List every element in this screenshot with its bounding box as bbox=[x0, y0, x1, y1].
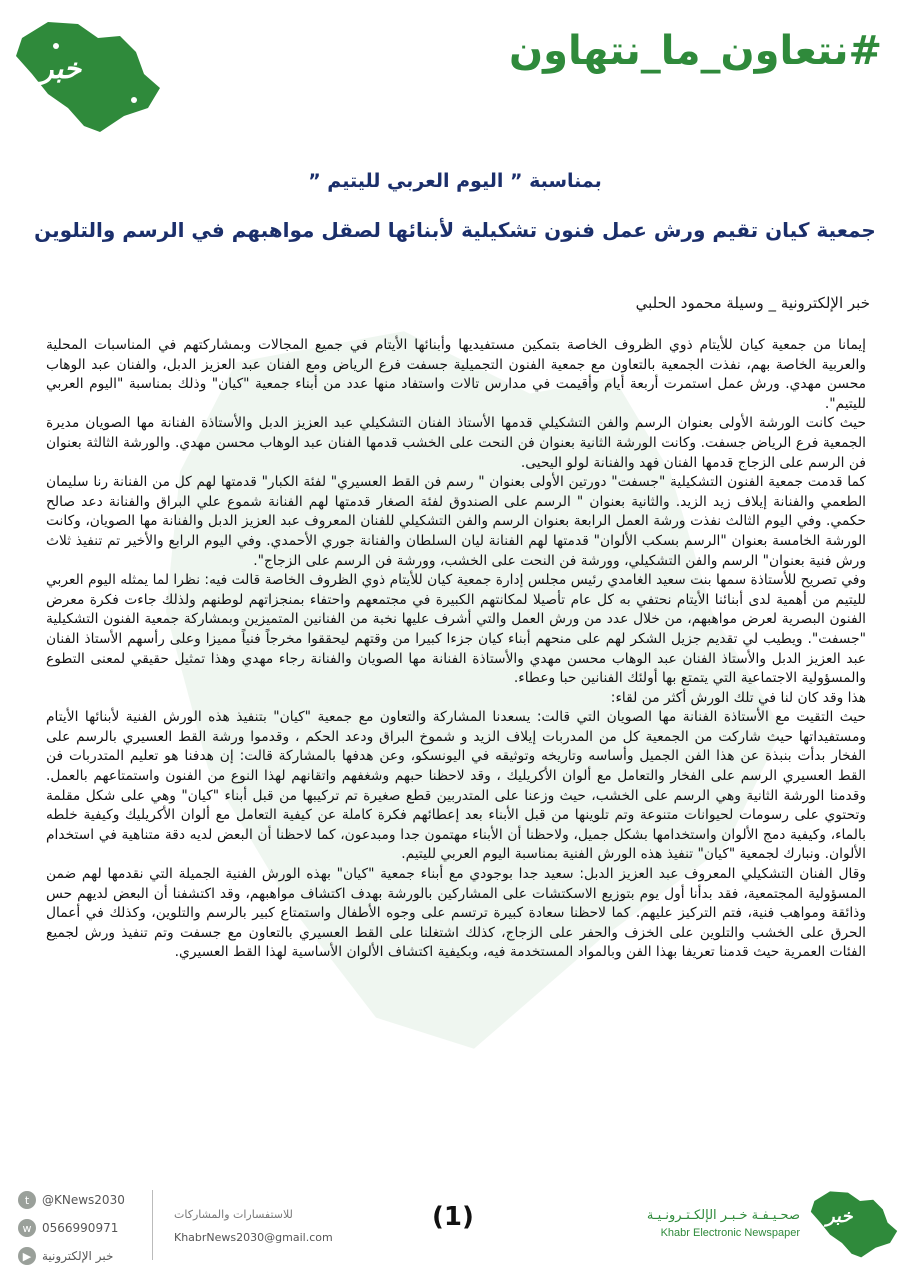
article-paragraph: حيث كانت الورشة الأولى بعنوان الرسم والفن التشكيلي قدمها الأستاذ الفنان التشكيلي عبد العزيز الدبل والأستاذة الفنانة مها الصويان مديرة الجمعية فرع الرياض جسفت. وكانت الورشة الثانية بعنوان فن النحت على الخشب قدمها الفنان عبد الوهاب محسن مهدي. والورشة الثالثة بعنوان فن الرسم على الزجاج قدمها الفنان فهد والفنانة لولو اليحيى. bbox=[46, 415, 866, 471]
footer-divider bbox=[152, 1190, 153, 1260]
logo-footer-text: خبر bbox=[826, 1206, 853, 1227]
youtube-channel: خبر الإلكترونية bbox=[42, 1249, 114, 1263]
article-paragraph: حيث التقيت مع الأستاذة الفنانة مها الصويان التي قالت: يسعدنا المشاركة والتعاون مع جمعية "كيان" بتنفيذ هذه الورش الفنية لأبنائها الأيتام ومستفيداتها حيث شاركت من الجمعية كل من المدربات إيلاف الزيد و شموخ البراق ودعد الحكم ، وقدموا ورشة القط العسيري بالرسم على الفخار بدأت بنبذة عن هذا الفن الجميل وأساسه وتاريخه وتوثيقه في اليونسكو، وعن هدفها بالمشاركة قالت: إن هدفنا هو تعليم المتدربات فن القط العسيري الرسم على الفخار والتعامل مع ألوان الأكريليك ، وقد لاحظنا حبهم وشغفهم واتقانهم لهذا النوع من الفنون واستمتاعهم بالعمل. وقدمنا الورشة الثانية وهي الرسم على الخشب، حيث وزعنا على المتدربين قطع صغيرة تم تركيبها من قبل أبناء "كيان" وهي على شكل مقلمة وتحتوي على رسومات لحيوانات متنوعة وتم تلوينها من قبل الأبناء بعد إعطائهم فكرة كاملة عن كيفية التعامل مع ألوان الأكريليك وكيفية خلطه بالماء، وكيفية دمج الألوان واستخدامها بشكل جميل، ولاحظنا أن الأبناء مهتمون جدا ومبدعون، كما لاحظنا أن البعض لديه دقة متناهية في استخدام الألوان. ونبارك لجمعية "كيان" تنفيذ هذه الورش الفنية بمناسبة اليوم العربي لليتيم. bbox=[46, 709, 866, 863]
logo-text: خبر bbox=[40, 52, 82, 85]
whatsapp-number: 0566990971 bbox=[42, 1221, 119, 1235]
article-paragraph: كما قدمت جمعية الفنون التشكيلية "جسفت" دورتين الأولى بعنوان " رسم فن القط العسيري" لفئة الكبار" قدمتها لهم كل من الفنانة رنا سليمان الطعمي والفنانة إيلاف زيد الزيد. والثانية بعنوان " الرسم على الصندوق لفئة الصغار قدمتها لهم الفنانة شموع علي البراق والفنانة دعد صالح حكمي. وفي اليوم الثالث نفذت ورشة العمل الرابعة بعنوان الرسم والفن التشكيلي للفنان المعروف عبد العزيز الدبل والفنانة مها الصويان، وكانت الورشة الخامسة بعنوان "الرسم بسكب الألوان" قدمتها لهم الفنانة ليان السلطان والفنانة جوري الأحمدي. وفي اليوم الرابع والأخير تم تنفيذ ثلاث ورش فنية بعنوان" الرسم والفن التشكيلي، وورشة فن النحت على الخشب، وورشة فن الرسم على الزجاج". bbox=[46, 474, 866, 569]
whatsapp-icon: w bbox=[18, 1219, 36, 1237]
saudi-map-icon bbox=[806, 1180, 902, 1264]
article-paragraph: وفي تصريح للأستاذة سمها بنت سعيد الغامدي رئيس مجلس إدارة جمعية كيان للأيتام ذوي الظروف الخاصة قالت فيه: نظرا لما يمثله اليوم العربي لليتيم من أهمية لدى أبنائنا الأيتام نحتفي به كل عام تأصيلا لمكانتهم الكبيرة في مجتمعهم واحتفاء بمنجزاتهم لوطنهم ولذلك جاءت فكرة معرض الفنون البصرية لعرض مواهبهم، من خلال عدد من ورش العمل والتي أشرف عليها نخبة من الفنانين المتميزين وبمشاركة جمعية الفنون التشكيلية "جسفت". ويطيب لي تقديم جزيل الشكر لهم على منحهم أبناء كيان جزءا كبيرا من وقتهم ليحققوا مخرجاً فنياً مميزا وعلى رأسهم الأستاذ الفنان عبد العزيز الدبل والأستاذ الفنان عبد الوهاب محسن مهدي والأستاذة الفنانة مها الصويان والفنانة رجاء مهدي وهذا تمثيل حقيقي لمعنى التطوع والمسؤولية الاجتماعية التي يتمتع بها أولئك الفنانين حبا وعطاء. bbox=[46, 572, 866, 687]
contact-block bbox=[174, 1208, 344, 1244]
khabr-logo-footer bbox=[806, 1180, 902, 1264]
occasion-line: بمناسبة ” اليوم العربي لليتيم ” bbox=[308, 170, 602, 192]
article-paragraph: وقال الفنان التشكيلي المعروف عبد العزيز الدبل: سعيد جدا بوجودي مع أبناء جمعية "كيان" بهذه الورش الفنية الجميلة التي نقدمها لهم ضمن المسؤولية المجتمعية، فقد بدأنا أول يوم بتوزيع الاسكتشات على المشاركين بالورشة بهدف اكتشاف مواهبهم، وقد اكتشفنا أن البعض لديهم حس وذائقة ومواهب فنية، فتم التركيز عليهم. كما لاحظنا سعادة كبيرة ترتسم على وجوه الأطفال واستمتاع كبير بالرسم والتلوين، وكذلك في أعمال الحرق على الخشب والتلوين على الخزف والحفر على الزجاج، كذلك اشتغلنا على القط العسيري بالتعاون مع جسفت وتم تنفيذ ورش لجميع الفئات العمرية حيث قدمنا تعريفا بهذا الفن وبالمواد المستخدمة فيه، وبكيفية اكتشاف الألوان الأساسية لهذا القط العسيري. bbox=[46, 866, 866, 961]
social-youtube[interactable] bbox=[18, 1244, 148, 1268]
social-twitter[interactable] bbox=[18, 1188, 148, 1212]
contact-email-link[interactable]: KhabrNews2030@gmail.com bbox=[174, 1231, 333, 1244]
youtube-icon: ▶ bbox=[18, 1247, 36, 1265]
article-body bbox=[46, 336, 866, 963]
page-number: (1) bbox=[432, 1202, 474, 1232]
article-headline: جمعية كيان تقيم ورش عمل فنون تشكيلية لأبنائها لصقل مواهبهم في الرسم والتلوين bbox=[34, 218, 876, 242]
byline: خبر الإلكترونية _ وسيلة محمود الحلبي bbox=[635, 294, 870, 312]
twitter-icon: t bbox=[18, 1191, 36, 1209]
article-paragraph: هذا وقد كان لنا في تلك الورش أكثر من لقاء: bbox=[610, 689, 866, 706]
saudi-map-icon bbox=[8, 8, 168, 138]
newspaper-name-ar: صحـيـفـة خـبـر الإلكـتـرونـيـة bbox=[646, 1208, 800, 1223]
newspaper-name bbox=[620, 1208, 800, 1239]
newspaper-name-en: Khabr Electronic Newspaper bbox=[660, 1227, 800, 1239]
khabr-logo bbox=[8, 8, 168, 138]
twitter-handle: @KNews2030 bbox=[42, 1193, 125, 1207]
social-whatsapp[interactable] bbox=[18, 1216, 148, 1240]
hashtag-title: #نتعاون_ما_نتهاون bbox=[508, 28, 882, 74]
contact-label: للاستفسارات والمشاركات bbox=[174, 1208, 293, 1221]
article-paragraph: إيمانا من جمعية كيان للأيتام ذوي الظروف الخاصة بتمكين مستفيديها وأبنائها الأيتام في جميع المجالات وبمشاركتهم في المناسبات المحلية والعربية الخاصة بهم، نفذت الجمعية بالتعاون مع جمعية الفنون التجميلية جسفت فرع الرياض ومع الفنان عبد العزيز الدبل، والفنان عبد الوهاب محسن مهدي. ورش عمل استمرت أربعة أيام وأقيمت في مدارس تالات واستفاد منها عدد من أبناء جمعية "كيان" وذلك بمناسبة "اليوم العربي لليتيم". bbox=[46, 337, 866, 412]
social-links bbox=[18, 1188, 148, 1272]
